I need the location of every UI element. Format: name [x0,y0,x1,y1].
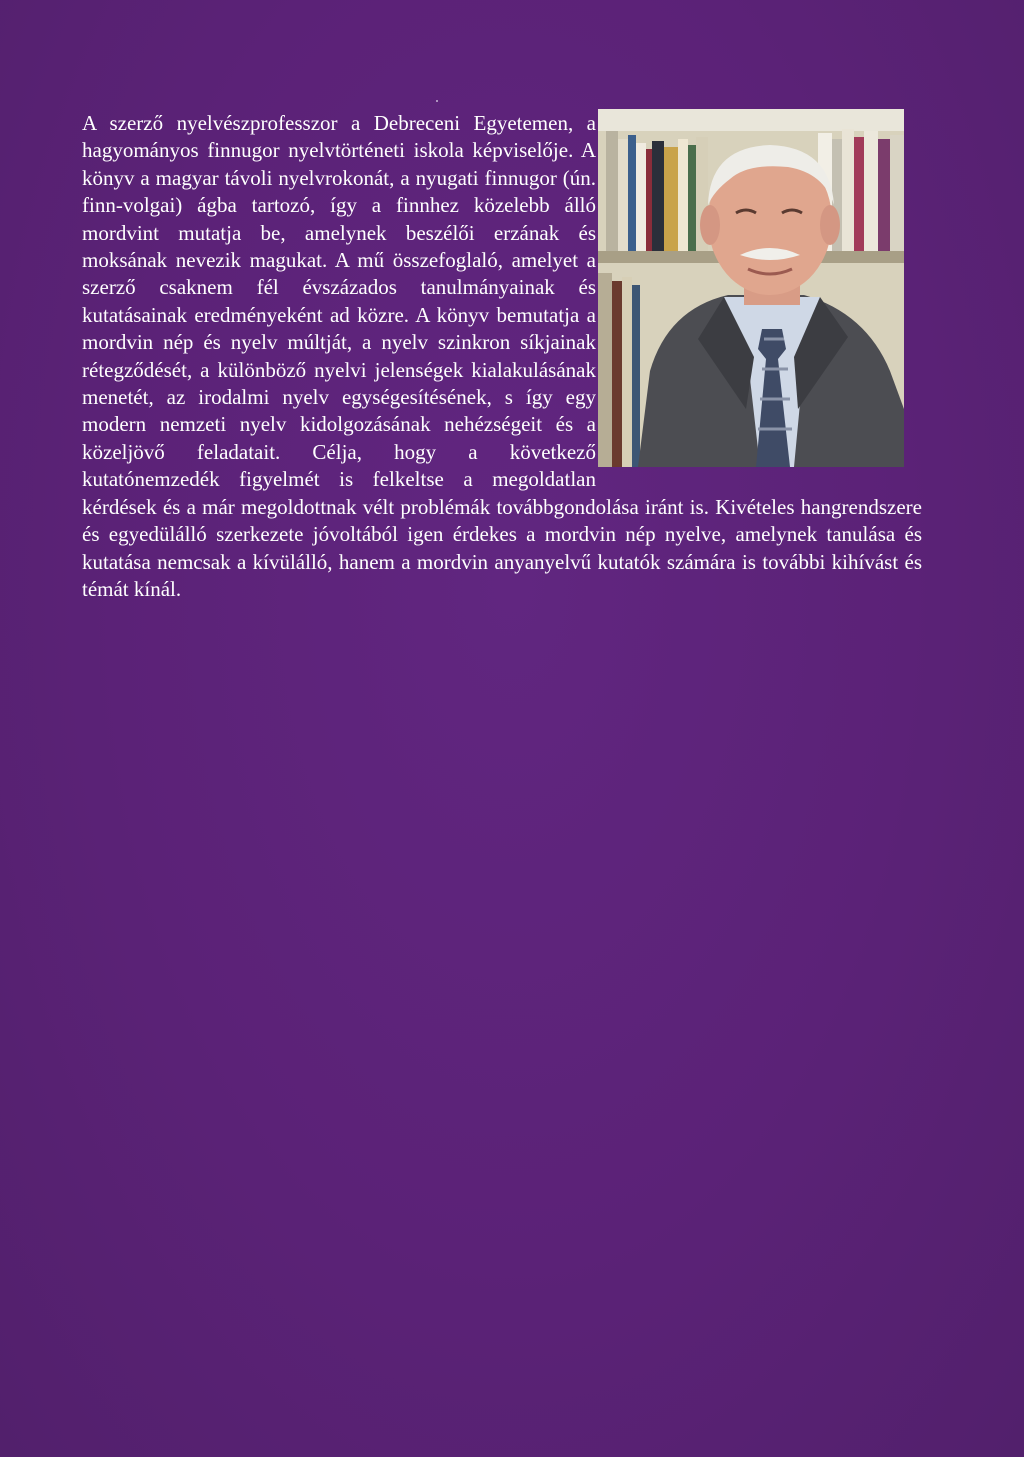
photo-wrap-space [596,110,922,490]
back-cover-blurb [82,110,922,603]
blurb-text: A szerző nyelvészprofesszor a Debreceni Egyetemen, a hagyományos finnugor nyelvtörténeti iskola képviselője. A könyv a magyar távoli nyelvrokonát, a nyugati finnugor (ún. finn-volgai) ágba tartozó, így a finnhez közelebb álló mordvint mutatja be, amelynek beszélői erzának és moksának nevezik magukat. A mű összefoglaló, amelyet a szerző csaknem fél évszázados tanulmányainak és kutatásainak eredményeként ad közre. A könyv bemutatja a mordvin nép és nyelv múltját, a nyelv szinkron síkjainak rétegződését, a különböző nyelvi jelenségek kialakulásának menetét, az irodalmi nyelv egységesítésének, s így egy modern nemzeti nyelv kidolgozásának nehézségeit és a közeljövő feladatait. Célja, hogy a következő kutatónemzedék figyelmét is felkeltse a megoldatlan kérdések és a már megoldottnak vélt problémák továbbgondolása iránt is. Kivételes hangrendszere és egyedülálló szerkezete jóvoltából igen érdekes a mordvin nép nyelve, amelynek tanulása és kutatása nemcsak a kívülálló, hanem a mordvin anyanyelvű kutatók számára is további kihívást és témát kínál. [82,111,922,601]
print-speck [436,100,438,102]
